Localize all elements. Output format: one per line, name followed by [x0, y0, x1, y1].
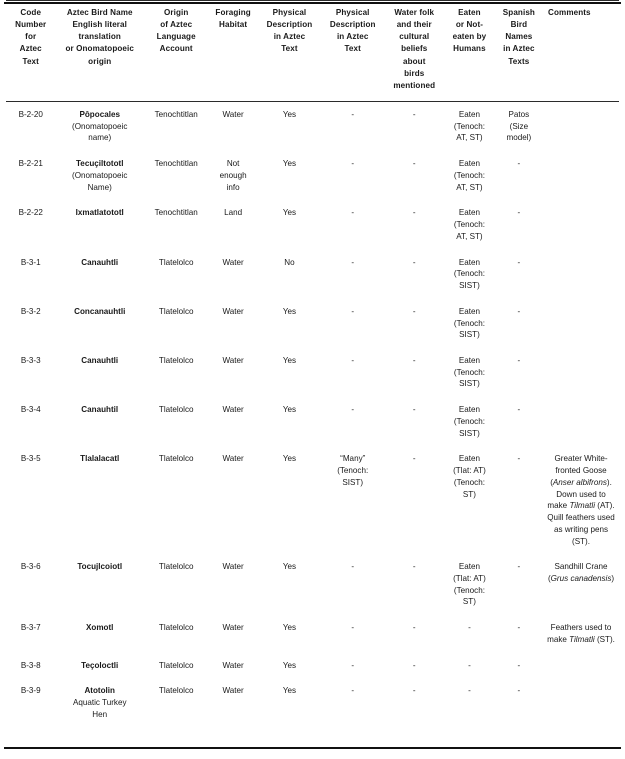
- cell-origin: Tlatelolco: [158, 405, 194, 415]
- bird-name-translation: Aquatic Turkey Hen: [72, 698, 127, 719]
- cell-eaten-status: Eaten (Tenoch: AT, ST): [453, 159, 485, 192]
- bird-name-main: Tocujlcoiotl: [77, 562, 123, 572]
- column-header-forage: Foraging Habitat: [208, 1, 257, 102]
- cell-spanish-name: -: [517, 306, 521, 316]
- cell-eaten-status: Eaten (Tenoch: AT, ST): [453, 208, 485, 241]
- cell-code-number: B-3-1: [20, 257, 41, 267]
- comment-text: (ST).: [596, 634, 615, 644]
- cell-comments: [543, 653, 619, 679]
- table-row: [6, 397, 619, 446]
- cell-foraging-habitat: Water: [222, 405, 244, 415]
- cell-code-number: B-3-2: [20, 306, 41, 316]
- bird-name-main: Tlalalacatl: [80, 454, 120, 464]
- cell-code-number: B-2-22: [18, 208, 43, 218]
- cell-physical-description: Yes: [282, 686, 297, 696]
- cell-physical-description-text: -: [351, 306, 355, 316]
- cell-code-number: B-3-4: [20, 405, 41, 415]
- table-row: [6, 200, 619, 249]
- cell-comments: [543, 397, 619, 446]
- cell-water-folk-beliefs: -: [412, 159, 416, 169]
- column-header-origin: Origin of Aztec Language Account: [144, 1, 208, 102]
- comment-italic-term: Tilmatli: [569, 634, 597, 644]
- cell-bird-name: [55, 101, 144, 151]
- cell-foraging-habitat: Water: [222, 257, 244, 267]
- cell-origin: Tlatelolco: [158, 623, 194, 633]
- column-header-physdesc: Physical Description in Aztec Text: [258, 1, 321, 102]
- bird-name-main: Concanauhtli: [74, 306, 126, 316]
- cell-physical-description-text: -: [351, 109, 355, 119]
- cell-comments: [543, 151, 619, 200]
- cell-spanish-name: -: [517, 686, 521, 696]
- cell-spanish-name: Patos (Size model): [506, 109, 532, 143]
- cell-bird-name: [55, 348, 144, 397]
- cell-foraging-habitat: Water: [222, 686, 244, 696]
- table-row: [6, 101, 619, 151]
- comment-text: (: [547, 574, 551, 584]
- cell-eaten-status: Eaten (Tenoch: SIST): [453, 405, 485, 438]
- bird-name-translation: (Onomatopoeic Name): [72, 170, 128, 192]
- cell-origin: Tenochtitlan: [154, 159, 198, 169]
- cell-bird-name: [55, 615, 144, 652]
- cell-code-number: B-3-5: [20, 454, 41, 464]
- cell-spanish-name: -: [517, 159, 521, 169]
- cell-foraging-habitat: Water: [222, 623, 244, 633]
- bird-name-main: Canauhtli: [81, 257, 119, 267]
- cell-physical-description-text: -: [351, 623, 355, 633]
- cell-eaten-status: Eaten (Tlat: AT) (Tenoch: ST): [453, 562, 486, 607]
- column-header-name: Aztec Bird Name English literal translation or Onomatopoeic origin: [55, 1, 144, 102]
- cell-physical-description-text: -: [351, 159, 355, 169]
- column-header-physdesc2: Physical Description in Aztec Text: [321, 1, 384, 102]
- cell-comments: [543, 615, 619, 652]
- aztec-bird-table: [6, 0, 619, 728]
- cell-bird-name: [55, 397, 144, 446]
- comment-text: (AT). Quill: [547, 501, 615, 523]
- cell-water-folk-beliefs: -: [412, 306, 416, 316]
- bird-name-main: Tecuçiltototl: [75, 159, 124, 169]
- cell-eaten-status: Eaten (Tlat: AT) (Tenoch: ST): [453, 454, 486, 499]
- column-header-spanish: Spanish Bird Names in Aztec Texts: [495, 1, 543, 102]
- comment-text: Feathers used: [550, 623, 605, 633]
- bird-name-main: Pôpocales: [79, 109, 120, 119]
- cell-physical-description: Yes: [282, 356, 297, 365]
- cell-physical-description-text: -: [351, 208, 355, 218]
- cell-origin: Tlatelolco: [158, 454, 194, 464]
- comment-text: Down used: [556, 489, 599, 499]
- cell-physical-description-text: “Many” (Tenoch: SIST): [337, 454, 369, 487]
- comment-text: ): [611, 574, 615, 584]
- cell-comments: [543, 299, 619, 348]
- cell-bird-name: [55, 653, 144, 679]
- comment-italic-term: Grus: [550, 574, 571, 584]
- cell-bird-name: [55, 200, 144, 249]
- table-row: [6, 678, 619, 727]
- cell-origin: Tlatelolco: [158, 306, 194, 316]
- cell-foraging-habitat: Not enough info: [219, 159, 247, 192]
- table-row: [6, 554, 619, 615]
- cell-water-folk-beliefs: -: [412, 623, 416, 633]
- table-row: [6, 348, 619, 397]
- cell-water-folk-beliefs: -: [412, 562, 416, 572]
- cell-bird-name: [55, 446, 144, 554]
- cell-comments: [543, 554, 619, 615]
- cell-physical-description: Yes: [282, 306, 297, 316]
- cell-comments: [543, 446, 619, 554]
- cell-comments: [543, 200, 619, 249]
- cell-water-folk-beliefs: -: [412, 356, 416, 365]
- cell-origin: Tlatelolco: [158, 356, 194, 365]
- cell-physical-description: Yes: [282, 562, 297, 572]
- cell-spanish-name: -: [517, 257, 521, 267]
- comment-text: to make: [547, 489, 606, 511]
- cell-water-folk-beliefs: -: [412, 257, 416, 267]
- column-header-eaten: Eaten or Not- eaten by Humans: [444, 1, 495, 102]
- cell-eaten-status: Eaten (Tenoch: SIST): [453, 306, 485, 340]
- bird-name-main: Ixmatlatototl: [75, 208, 124, 218]
- cell-water-folk-beliefs: -: [412, 660, 416, 670]
- table-header-row: [6, 1, 619, 102]
- cell-code-number: B-3-8: [20, 660, 41, 670]
- cell-foraging-habitat: Land: [224, 208, 243, 218]
- cell-code-number: B-3-6: [20, 562, 41, 572]
- cell-comments: [543, 250, 619, 299]
- cell-eaten-status: Eaten (Tenoch: SIST): [453, 257, 485, 291]
- table-row: [6, 299, 619, 348]
- comment-text: feathers used: [565, 513, 615, 523]
- cell-code-number: B-3-9: [20, 686, 41, 696]
- cell-foraging-habitat: Water: [222, 109, 244, 119]
- comment-italic-term: Tilmatli: [569, 501, 598, 511]
- comment-text: Goose (: [550, 466, 607, 487]
- cell-water-folk-beliefs: -: [412, 405, 416, 415]
- cell-eaten-status: -: [468, 623, 471, 633]
- table-row: [6, 446, 619, 554]
- cell-foraging-habitat: Water: [222, 454, 244, 464]
- cell-physical-description: Yes: [282, 454, 297, 464]
- cell-physical-description: Yes: [282, 405, 297, 415]
- bird-name-main: Canauhtil: [81, 405, 119, 415]
- bird-name-main: Canauhtli: [81, 356, 119, 365]
- cell-code-number: B-2-20: [18, 109, 43, 119]
- table-row: [6, 653, 619, 679]
- comment-italic-term: canadensis: [570, 574, 612, 584]
- cell-physical-description: Yes: [282, 159, 297, 169]
- cell-origin: Tenochtitlan: [154, 208, 198, 218]
- cell-origin: Tlatelolco: [158, 562, 194, 572]
- comment-text: to make: [547, 623, 612, 644]
- cell-physical-description-text: -: [351, 405, 355, 415]
- cell-foraging-habitat: Water: [222, 562, 244, 572]
- table-row: [6, 151, 619, 200]
- cell-spanish-name: -: [517, 356, 521, 365]
- cell-water-folk-beliefs: -: [412, 109, 416, 119]
- comment-italic-term: albifrons: [576, 477, 607, 487]
- comment-text: Greater: [554, 454, 585, 464]
- cell-origin: Tlatelolco: [158, 257, 194, 267]
- cell-origin: Tlatelolco: [158, 660, 194, 670]
- cell-spanish-name: -: [517, 454, 521, 464]
- cell-eaten-status: -: [468, 660, 471, 670]
- cell-physical-description: No: [284, 257, 295, 267]
- table-header: [6, 1, 619, 102]
- cell-physical-description-text: -: [351, 660, 355, 670]
- cell-comments: [543, 348, 619, 397]
- cell-code-number: B-3-3: [20, 356, 41, 365]
- cell-bird-name: [55, 151, 144, 200]
- cell-physical-description-text: -: [351, 356, 355, 365]
- cell-water-folk-beliefs: -: [412, 208, 416, 218]
- cell-physical-description-text: -: [351, 257, 355, 267]
- cell-eaten-status: -: [468, 686, 471, 696]
- bird-name-main: Teçoloctli: [81, 660, 119, 670]
- table-row: [6, 250, 619, 299]
- cell-code-number: B-2-21: [18, 159, 43, 169]
- cell-spanish-name: -: [517, 208, 521, 218]
- comment-text: White-fronted: [555, 454, 608, 476]
- comment-text: (ST).: [572, 536, 590, 546]
- column-header-folk: Water folk and their cultural beliefs about birds mentioned: [384, 1, 444, 102]
- cell-physical-description: Yes: [282, 208, 297, 218]
- cell-comments: [543, 678, 619, 727]
- cell-foraging-habitat: Water: [222, 356, 244, 365]
- cell-foraging-habitat: Water: [222, 660, 244, 670]
- cell-origin: Tenochtitlan: [154, 109, 198, 119]
- cell-eaten-status: Eaten (Tenoch: SIST): [453, 356, 485, 389]
- table-top-rule: [4, 2, 621, 4]
- cell-spanish-name: -: [517, 405, 521, 415]
- cell-bird-name: [55, 678, 144, 727]
- cell-physical-description: Yes: [282, 660, 297, 670]
- cell-foraging-habitat: Water: [222, 306, 244, 316]
- cell-code-number: B-3-7: [20, 623, 41, 633]
- cell-physical-description-text: -: [351, 686, 355, 696]
- cell-spanish-name: -: [517, 562, 521, 572]
- cell-physical-description: Yes: [282, 623, 297, 633]
- cell-origin: Tlatelolco: [158, 686, 194, 696]
- table-bottom-rule: [4, 747, 621, 749]
- cell-eaten-status: Eaten (Tenoch: AT, ST): [453, 109, 485, 143]
- cell-water-folk-beliefs: -: [412, 454, 416, 464]
- cell-spanish-name: -: [517, 660, 521, 670]
- column-header-comments: Comments: [543, 1, 619, 102]
- cell-spanish-name: -: [517, 623, 521, 633]
- bird-name-main: Atotolin: [84, 686, 116, 696]
- column-header-code: Code Number for Aztec Text: [6, 1, 55, 102]
- comment-italic-term: Anser: [552, 477, 577, 487]
- cell-physical-description: Yes: [282, 109, 297, 119]
- table-row: [6, 615, 619, 652]
- cell-bird-name: [55, 299, 144, 348]
- cell-comments: [543, 101, 619, 151]
- comment-text: Sandhill Crane: [554, 562, 608, 572]
- table-body: [6, 101, 619, 727]
- cell-physical-description-text: -: [351, 562, 355, 572]
- cell-bird-name: [55, 250, 144, 299]
- bird-name-main: Xomotl: [86, 623, 114, 633]
- cell-bird-name: [55, 554, 144, 615]
- cell-water-folk-beliefs: -: [412, 686, 416, 696]
- comment-text: ).: [606, 477, 612, 487]
- bird-name-translation: (Onomatopoeic name): [72, 121, 128, 143]
- comment-text: as writing pens: [554, 524, 609, 534]
